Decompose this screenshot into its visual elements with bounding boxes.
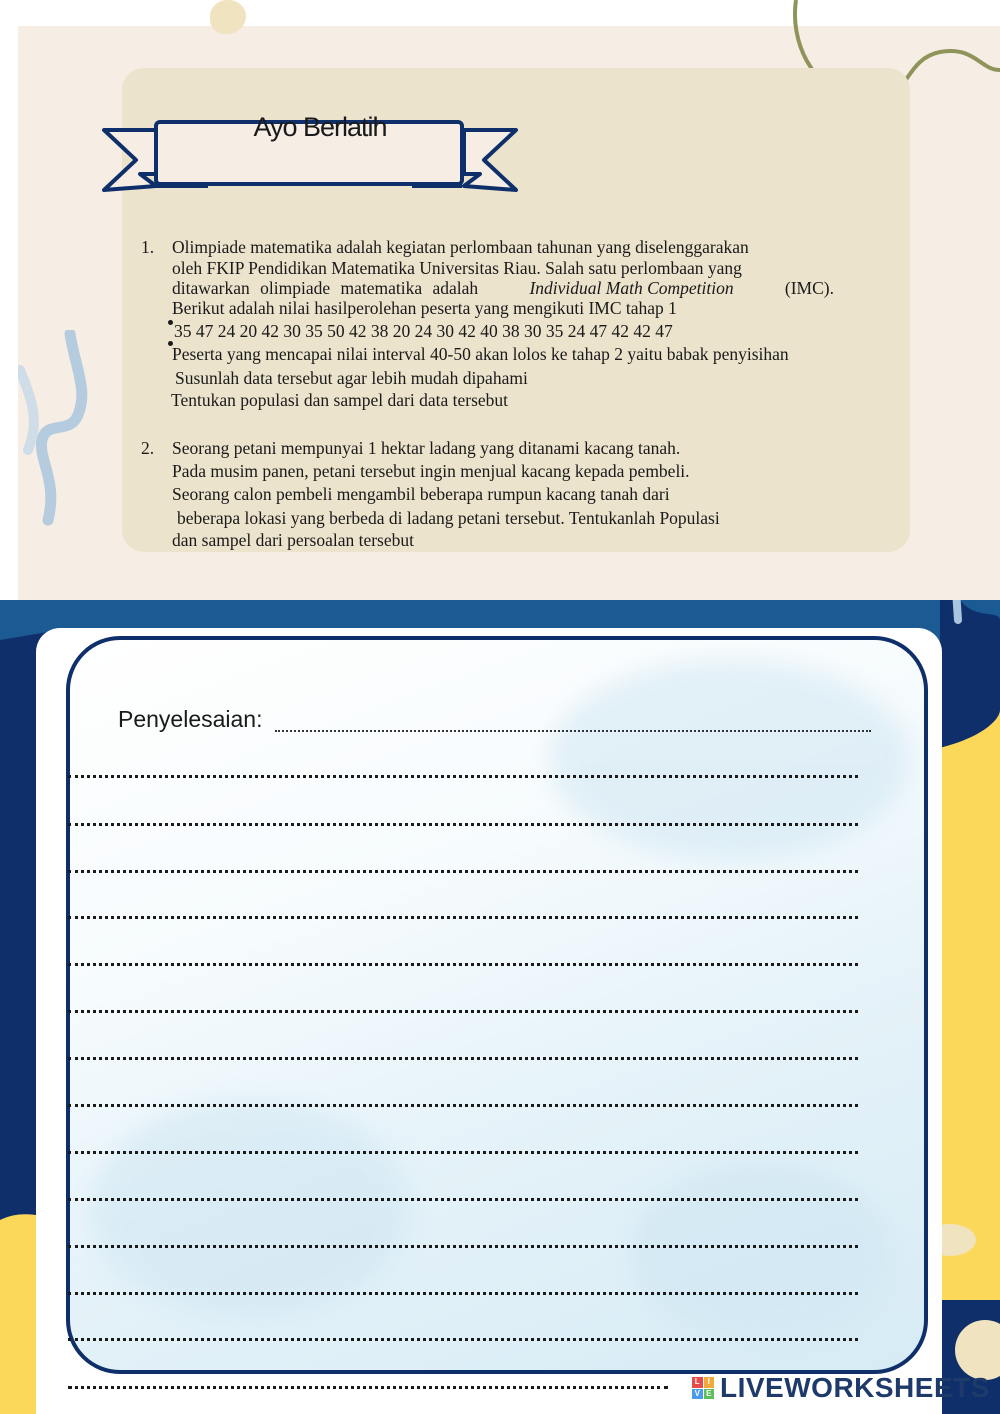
question-1-line-6: Peserta yang mencapai nilai interval 40-50 akan lolos ke tahap 2 yaitu babak penyisihan — [172, 344, 789, 364]
answer-line[interactable] — [68, 1010, 858, 1013]
question-1-number: 1. — [141, 237, 155, 257]
liveworksheets-logo-icon: L I V E — [692, 1377, 714, 1399]
question-2-number: 2. — [141, 438, 155, 458]
answer-label: Penyelesaian: — [118, 706, 263, 732]
question-2-line-5: dan sampel dari persoalan tersebut — [172, 530, 414, 550]
section-title: Ayo Berlatih — [253, 112, 387, 142]
question-1-line-3-text: ditawarkan olimpiade matematika adalah — [172, 278, 479, 298]
bullet-icon — [168, 320, 173, 325]
answer-line[interactable] — [68, 1386, 668, 1389]
decorative-squiggle — [18, 330, 98, 530]
answer-line[interactable] — [68, 1198, 858, 1201]
answer-line[interactable] — [68, 1151, 858, 1154]
answer-line[interactable] — [68, 1338, 858, 1341]
answer-line[interactable] — [68, 1104, 858, 1107]
watercolor-cloud — [90, 1100, 410, 1320]
answer-line[interactable] — [68, 870, 858, 873]
question-1-task-2: Tentukan populasi dan sampel dari data tersebut — [171, 390, 509, 410]
question-1-line-3 — [172, 278, 834, 298]
question-1-abbreviation: (IMC). — [784, 278, 834, 298]
liveworksheets-wordmark: LIVEWORKSHEETS — [720, 1372, 990, 1403]
watercolor-cloud — [550, 660, 910, 860]
question-1-line-2: oleh FKIP Pendidikan Matematika Universitas Riau. Salah satu perlombaan yang — [172, 258, 742, 278]
question-1-task-1: Susunlah data tersebut agar lebih mudah dipahami — [175, 368, 528, 388]
answer-label-dots[interactable] — [275, 716, 871, 732]
liveworksheets-watermark — [692, 1372, 990, 1404]
answer-line[interactable] — [68, 1245, 858, 1248]
answer-line[interactable] — [68, 775, 858, 778]
answer-line[interactable] — [68, 823, 858, 826]
question-2-line-1: Seorang petani mempunyai 1 hektar ladang yang ditanami kacang tanah. — [172, 438, 681, 458]
question-2-line-2: Pada musim panen, petani tersebut ingin menjual kacang kepada pembeli. — [172, 461, 690, 481]
question-1-competition-name: Individual Math Competition — [529, 278, 734, 298]
answer-line[interactable] — [68, 963, 858, 966]
question-1-line-1: Olimpiade matematika adalah kegiatan perlombaan tahunan yang diselenggarakan — [172, 237, 749, 257]
question-1-scores: 35 47 24 20 42 30 35 50 42 38 20 24 30 42 40 38 30 35 24 47 42 42 47 — [174, 321, 673, 341]
answer-line[interactable] — [68, 1057, 858, 1060]
question-2-line-4: beberapa lokasi yang berbeda di ladang petani tersebut. Tentukanlah Populasi — [177, 508, 720, 528]
answer-frame — [66, 636, 928, 1374]
answer-line[interactable] — [68, 1292, 858, 1295]
question-1-line-4: Berikut adalah nilai hasilperolehan peserta yang mengikuti IMC tahap 1 — [172, 298, 677, 318]
question-2-line-3: Seorang calon pembeli mengambil beberapa rumpun kacang tanah dari — [172, 484, 670, 504]
watercolor-cloud — [630, 1160, 890, 1340]
answer-line[interactable] — [68, 916, 858, 919]
